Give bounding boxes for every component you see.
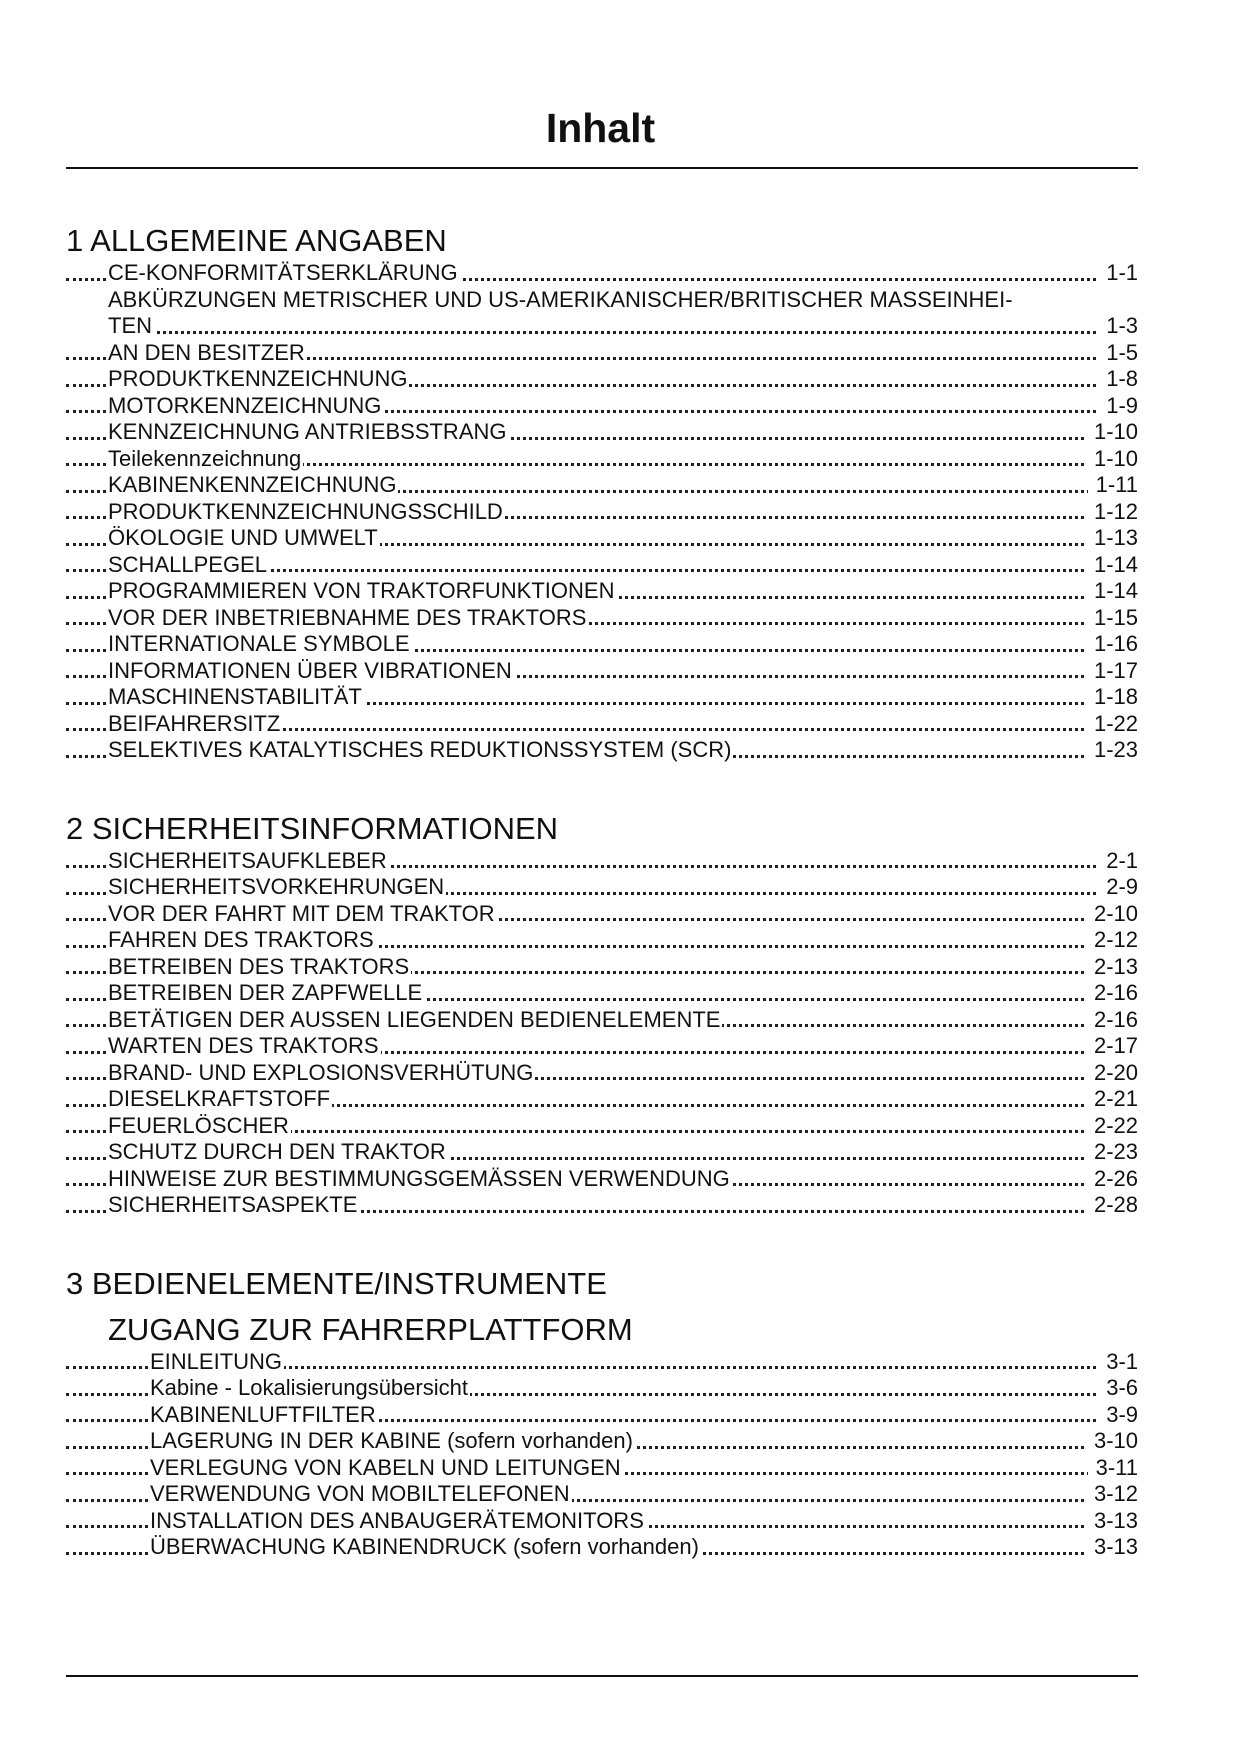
toc-entry-title: SCHUTZ DURCH DEN TRAKTOR [108, 1139, 446, 1164]
toc-entry[interactable] [66, 1428, 1138, 1455]
toc-page-number: 1-1 [1098, 260, 1138, 287]
toc-page-number: 1-10 [1086, 446, 1138, 473]
toc-entry-title: SICHERHEITSVORKEHRUNGEN [108, 874, 445, 899]
toc-page-number: 1-3 [1098, 313, 1138, 340]
toc-page-number: 3-6 [1098, 1375, 1138, 1402]
toc-entry[interactable] [66, 954, 1138, 981]
toc-entry[interactable] [66, 552, 1138, 579]
toc-entry[interactable] [66, 525, 1138, 552]
toc-entry[interactable] [66, 472, 1138, 499]
toc-entry-title: VOR DER FAHRT MIT DEM TRAKTOR [108, 900, 495, 926]
table-of-contents [66, 222, 1138, 1561]
toc-entry[interactable] [66, 499, 1138, 526]
toc-entry-title: LAGERUNG IN DER KABINE (sofern vorhanden) [150, 1428, 633, 1453]
toc-entry[interactable] [66, 874, 1138, 901]
toc-page-number: 3-13 [1086, 1508, 1138, 1535]
toc-entry[interactable] [66, 901, 1138, 928]
section-heading[interactable]: ZUGANG ZUR FAHRERPLATTFORM [108, 1311, 633, 1347]
toc-entry-title: BETREIBEN DER ZAPFWELLE [108, 980, 423, 1005]
toc-page-number: 3-13 [1086, 1534, 1138, 1561]
toc-page-number: 1-12 [1086, 499, 1138, 526]
toc-entry[interactable] [66, 578, 1138, 605]
toc-page-number: 3-10 [1086, 1428, 1138, 1455]
toc-page-number: 2-9 [1098, 874, 1138, 901]
toc-page-number: 2-26 [1086, 1166, 1138, 1193]
toc-entry-title: SICHERHEITSAUFKLEBER [108, 847, 387, 873]
toc-entry[interactable] [66, 1481, 1138, 1508]
toc-entry[interactable] [66, 1375, 1138, 1402]
chapter-heading[interactable]: 3 BEDIENELEMENTE/INSTRUMENTE [66, 1265, 607, 1301]
toc-entry-title: SELEKTIVES KATALYTISCHES REDUKTIONSSYSTEM (SCR) [108, 737, 732, 762]
toc-entry[interactable] [66, 419, 1138, 446]
toc-entry[interactable] [66, 260, 1138, 287]
toc-page-number: 2-21 [1086, 1086, 1138, 1113]
toc-page-number: 1-17 [1086, 658, 1138, 685]
toc-entry-title: BRAND- UND EXPLOSIONSVERHÜTUNG [108, 1059, 534, 1085]
toc-page-number: 1-14 [1086, 552, 1138, 579]
toc-entry-title: FAHREN DES TRAKTORS [108, 927, 374, 952]
toc-entry-title: ABKÜRZUNGEN METRISCHER UND US-AMERIKANISCHER/BRITISCHER MASSEINHEI- [108, 286, 1013, 312]
toc-entry-title: INSTALLATION DES ANBAUGERÄTEMONITORS [150, 1507, 644, 1533]
page-title: Inhalt [545, 105, 656, 151]
toc-page-number: 2-20 [1086, 1060, 1138, 1087]
toc-page-number: 1-10 [1086, 419, 1138, 446]
toc-page-number: 2-12 [1086, 927, 1138, 954]
toc-entry-title: DIESELKRAFTSTOFF [108, 1086, 331, 1111]
toc-entry[interactable] [66, 1349, 1138, 1376]
toc-entry[interactable] [66, 446, 1138, 473]
toc-entry-title: BEIFAHRERSITZ [108, 710, 281, 736]
toc-entry[interactable] [66, 980, 1138, 1007]
toc-page-number: 3-1 [1098, 1349, 1138, 1376]
toc-entry-title: ÖKOLOGIE UND UMWELT [108, 525, 378, 550]
toc-entry[interactable] [66, 366, 1138, 393]
toc-entry-title: PRODUKTKENNZEICHNUNGSSCHILD [108, 498, 503, 524]
toc-page-number: 2-10 [1086, 901, 1138, 928]
toc-page-number: 3-11 [1088, 1455, 1138, 1482]
toc-entry[interactable] [66, 1192, 1138, 1219]
toc-entry-title: BETREIBEN DES TRAKTORS [108, 953, 410, 979]
toc-entry[interactable] [66, 658, 1138, 685]
toc-entry[interactable] [66, 1455, 1138, 1482]
toc-entry[interactable] [66, 1086, 1138, 1113]
toc-page-number: 1-8 [1098, 366, 1138, 393]
toc-entry-title: FEUERLÖSCHER [108, 1112, 289, 1138]
toc-entry-title: BETÄTIGEN DER AUSSEN LIEGENDEN BEDIENELEMENTE [108, 1006, 721, 1032]
toc-entry-title: KABINENKENNZEICHNUNG [108, 472, 397, 497]
bottom-rule [66, 1675, 1138, 1677]
toc-entry-title: CE-KONFORMITÄTSERKLÄRUNG [108, 260, 458, 285]
toc-entry[interactable] [66, 684, 1138, 711]
toc-page-number: 1-23 [1086, 737, 1138, 764]
toc-page-number: 1-9 [1098, 393, 1138, 420]
toc-page-number: 2-16 [1086, 1007, 1138, 1034]
toc-entry-title: PROGRAMMIEREN VON TRAKTORFUNKTIONEN [108, 578, 615, 603]
top-rule [66, 167, 1138, 169]
toc-entry[interactable] [66, 631, 1138, 658]
toc-entry[interactable] [66, 605, 1138, 632]
toc-entry-title: MASCHINENSTABILITÄT [108, 684, 362, 709]
toc-entry-title: VOR DER INBETRIEBNAHME DES TRAKTORS [108, 604, 587, 630]
toc-entry-title: HINWEISE ZUR BESTIMMUNGSGEMÄSSEN VERWENDUNG [108, 1165, 730, 1191]
dot-leader [108, 331, 1138, 334]
toc-page-number: 1-18 [1086, 684, 1138, 711]
toc-page-number: 1-13 [1086, 525, 1138, 552]
toc-entry-title: SICHERHEITSASPEKTE [108, 1192, 358, 1217]
toc-page-number: 2-17 [1086, 1033, 1138, 1060]
toc-entry[interactable] [66, 287, 1138, 340]
toc-page-number: 2-13 [1086, 954, 1138, 981]
toc-entry[interactable] [66, 1139, 1138, 1166]
toc-entry-title: PRODUKTKENNZEICHNUNG [108, 366, 408, 391]
toc-page-number: 1-5 [1098, 340, 1138, 367]
chapter-heading[interactable]: 2 SICHERHEITSINFORMATIONEN [66, 810, 559, 846]
toc-page-number: 3-12 [1086, 1481, 1138, 1508]
toc-entry-title: VERWENDUNG VON MOBILTELEFONEN [150, 1481, 570, 1506]
toc-entry-title: Teilekennzeichnung [108, 445, 302, 471]
toc-page-number: 2-16 [1086, 980, 1138, 1007]
toc-entry[interactable] [66, 1402, 1138, 1429]
toc-entry[interactable] [66, 1007, 1138, 1034]
chapter-heading[interactable]: 1 ALLGEMEINE ANGABEN [66, 223, 447, 258]
toc-entry[interactable] [66, 711, 1138, 738]
toc-entry[interactable] [66, 393, 1138, 420]
toc-entry-title: WARTEN DES TRAKTORS [108, 1033, 379, 1058]
toc-page-number: 1-22 [1086, 711, 1138, 738]
toc-entry-title-continued: TEN [108, 313, 152, 338]
toc-entry-title: KABINENLUFTFILTER [150, 1401, 376, 1427]
toc-page-number: 2-1 [1098, 848, 1138, 875]
toc-entry-title: MOTORKENNZEICHNUNG [108, 392, 382, 418]
toc-page-number: 1-15 [1086, 605, 1138, 632]
toc-entry[interactable] [66, 927, 1138, 954]
toc-entry-title: Kabine - Lokalisierungsübersicht [150, 1375, 468, 1400]
toc-page-number: 3-9 [1098, 1402, 1138, 1429]
toc-entry[interactable] [66, 848, 1138, 875]
toc-entry-title: SCHALLPEGEL [108, 551, 267, 577]
toc-page-number: 1-11 [1088, 472, 1138, 499]
toc-entry[interactable] [66, 1508, 1138, 1535]
toc-page-number: 1-14 [1086, 578, 1138, 605]
toc-entry[interactable] [66, 1534, 1138, 1561]
toc-entry[interactable] [66, 1033, 1138, 1060]
toc-entry-title: INFORMATIONEN ÜBER VIBRATIONEN [108, 657, 512, 683]
toc-entry-title: KENNZEICHNUNG ANTRIEBSSTRANG [108, 419, 507, 444]
toc-entry[interactable] [66, 340, 1138, 367]
toc-entry-title: VERLEGUNG VON KABELN UND LEITUNGEN [150, 1454, 621, 1480]
toc-page-number: 2-28 [1086, 1192, 1138, 1219]
toc-entry[interactable] [66, 737, 1138, 764]
toc-entry-title: AN DEN BESITZER [108, 339, 305, 365]
toc-page-number: 1-16 [1086, 631, 1138, 658]
toc-entry-title: INTERNATIONALE SYMBOLE [108, 631, 410, 656]
toc-entry-title: EINLEITUNG [150, 1348, 283, 1374]
toc-entry-title: ÜBERWACHUNG KABINENDRUCK (sofern vorhanden) [150, 1534, 699, 1559]
toc-page-number: 2-22 [1086, 1113, 1138, 1140]
toc-page-number: 2-23 [1086, 1139, 1138, 1166]
toc-entry[interactable] [66, 1113, 1138, 1140]
toc-entry[interactable] [66, 1166, 1138, 1193]
toc-entry[interactable] [66, 1060, 1138, 1087]
